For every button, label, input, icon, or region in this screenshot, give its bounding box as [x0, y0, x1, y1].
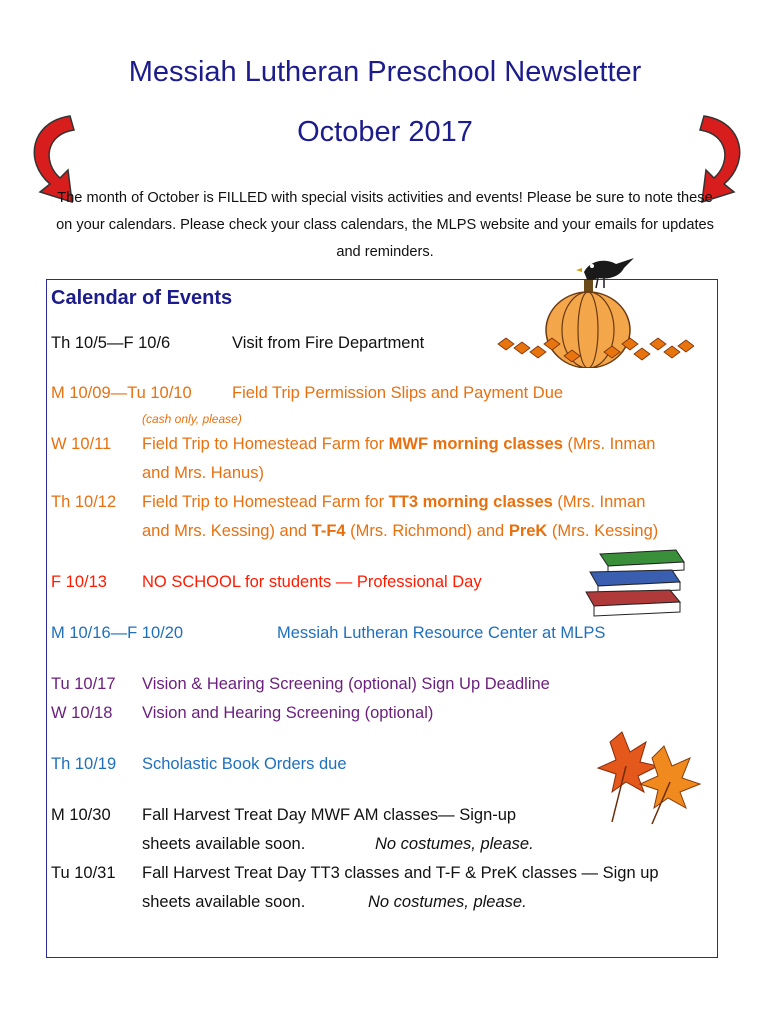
event-date: Tu 10/17 [51, 675, 116, 693]
event-text: (Mrs. Richmond) and [345, 522, 509, 540]
autumn-leaves-icon [592, 726, 704, 828]
event-text: sheets available soon. [142, 893, 306, 911]
event-date: M 10/09—Tu 10/10 [51, 384, 192, 402]
event-text: Fall Harvest Treat Day MWF AM classes— Sign-up [142, 806, 517, 824]
event-text: (Mrs. Kessing) [547, 522, 659, 540]
event-text: Scholastic Book Orders due [142, 755, 347, 773]
event-class-group: T-F4 [311, 522, 346, 540]
event-date: Th 10/5—F 10/6 [51, 334, 171, 352]
newsletter-month: October 2017 [297, 116, 473, 148]
event-text: Vision and Hearing Screening (optional) [142, 704, 434, 722]
event-text: (Mrs. Inman [562, 435, 656, 453]
event-text: Messiah Lutheran Resource Center at MLPS [277, 624, 606, 642]
event-date: M 10/16—F 10/20 [51, 624, 184, 642]
event-date: W 10/18 [51, 704, 113, 722]
event-class-group: PreK [508, 522, 548, 540]
event-text: sheets available soon. [142, 835, 306, 853]
event-date: Th 10/12 [51, 493, 117, 511]
event-class-group: TT3 morning classes [388, 493, 553, 511]
event-text: and Mrs. Kessing) and [142, 522, 312, 540]
event-text: Vision & Hearing Screening (optional) Sign Up Deadline [142, 675, 550, 693]
event-text: and Mrs. Hanus) [142, 464, 264, 482]
event-date: F 10/13 [51, 573, 107, 591]
event-text: NO SCHOOL for students — Professional Day [142, 573, 482, 591]
event-date: Tu 10/31 [51, 864, 116, 882]
event-note: No costumes, please. [368, 893, 527, 911]
event-text: Field Trip to Homestead Farm for [142, 493, 389, 511]
event-date: Th 10/19 [51, 755, 117, 773]
event-text: (Mrs. Inman [552, 493, 646, 511]
event-date: W 10/11 [51, 435, 112, 453]
event-note: No costumes, please. [375, 835, 534, 853]
event-date: M 10/30 [51, 806, 111, 824]
event-class-group: MWF morning classes [388, 435, 563, 453]
event-text-line2 [142, 522, 658, 541]
event-text: Visit from Fire Department [232, 334, 425, 352]
event-text: Field Trip Permission Slips and Payment Due [232, 384, 564, 402]
books-stack-icon [580, 548, 696, 620]
calendar-heading: Calendar of Events [51, 287, 233, 309]
pumpkin-crow-icon [494, 252, 694, 368]
event-text: Fall Harvest Treat Day TT3 classes and T-F & PreK classes — Sign up [142, 864, 659, 882]
intro-paragraph: The month of October is FILLED with special visits activities and events! Please be sure to note these on your calendars. Please check your class calendars, the MLPS website and your emails for updates and reminders. [56, 190, 714, 260]
event-note: (cash only, please) [142, 412, 242, 426]
newsletter-title: Messiah Lutheran Preschool Newsletter [128, 56, 642, 88]
event-text: Field Trip to Homestead Farm for [142, 435, 389, 453]
